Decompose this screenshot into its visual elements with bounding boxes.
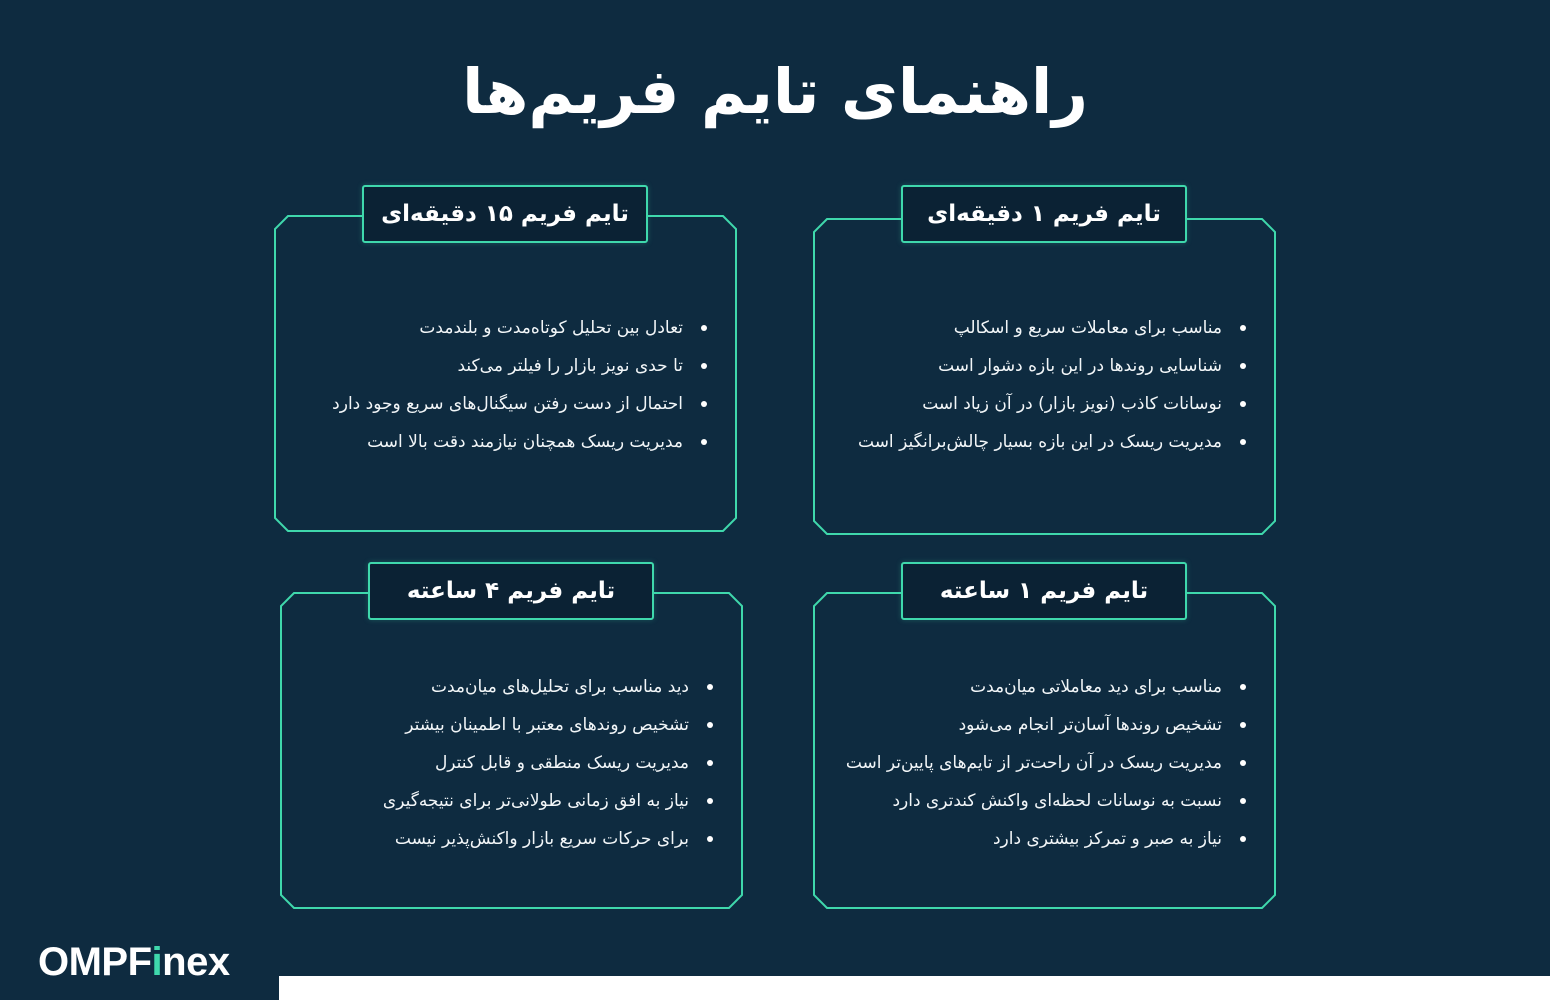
list-item: مناسب برای معاملات سریع و اسکالپ — [858, 309, 1250, 347]
card-item-list — [383, 668, 717, 858]
list-item: دید مناسب برای تحلیل‌های میان‌مدت — [383, 668, 717, 706]
list-item: مدیریت ریسک در آن راحت‌تر از تایم‌های پایین‌تر است — [846, 744, 1250, 782]
list-item: تا حدی نویز بازار را فیلتر می‌کند — [332, 347, 711, 385]
list-item: مدیریت ریسک منطقی و قابل کنترل — [383, 744, 717, 782]
card-1-minute — [813, 185, 1276, 537]
card-heading: تایم فریم ۴ ساعته — [368, 562, 654, 620]
card-item-list — [332, 309, 711, 461]
card-heading: تایم فریم ۱ دقیقه‌ای — [901, 185, 1187, 243]
list-item: شناسایی روندها در این بازه دشوار است — [858, 347, 1250, 385]
card-1-hour — [813, 562, 1276, 912]
list-item: مدیریت ریسک در این بازه بسیار چالش‌برانگیز است — [858, 423, 1250, 461]
list-item: تشخیص روندها آسان‌تر انجام می‌شود — [846, 706, 1250, 744]
list-item: تشخیص روندهای معتبر با اطمینان بیشتر — [383, 706, 717, 744]
list-item: تعادل بین تحلیل کوتاه‌مدت و بلندمدت — [332, 309, 711, 347]
list-item: نسبت به نوسانات لحظه‌ای واکنش کندتری دارد — [846, 782, 1250, 820]
list-item: نیاز به صبر و تمرکز بیشتری دارد — [846, 820, 1250, 858]
card-15-minute — [274, 185, 737, 535]
page-title: راهنمای تایم فریم‌ها — [462, 55, 1088, 128]
bottom-bar — [279, 976, 1550, 1000]
card-4-hour — [280, 562, 743, 912]
brand-logo — [38, 940, 230, 985]
card-heading: تایم فریم ۱ ساعته — [901, 562, 1187, 620]
card-item-list — [858, 309, 1250, 461]
list-item: مناسب برای دید معاملاتی میان‌مدت — [846, 668, 1250, 706]
logo-text-main: OMPF — [38, 940, 152, 984]
card-item-list — [846, 668, 1250, 858]
logo-text-rest: nex — [162, 940, 230, 984]
list-item: مدیریت ریسک همچنان نیازمند دقت بالا است — [332, 423, 711, 461]
list-item: نوسانات کاذب (نویز بازار) در آن زیاد است — [858, 385, 1250, 423]
logo-text-accent: i — [151, 940, 163, 984]
list-item: برای حرکات سریع بازار واکنش‌پذیر نیست — [383, 820, 717, 858]
card-heading: تایم فریم ۱۵ دقیقه‌ای — [362, 185, 648, 243]
list-item: نیاز به افق زمانی طولانی‌تر برای نتیجه‌گیری — [383, 782, 717, 820]
list-item: احتمال از دست رفتن سیگنال‌های سریع وجود دارد — [332, 385, 711, 423]
